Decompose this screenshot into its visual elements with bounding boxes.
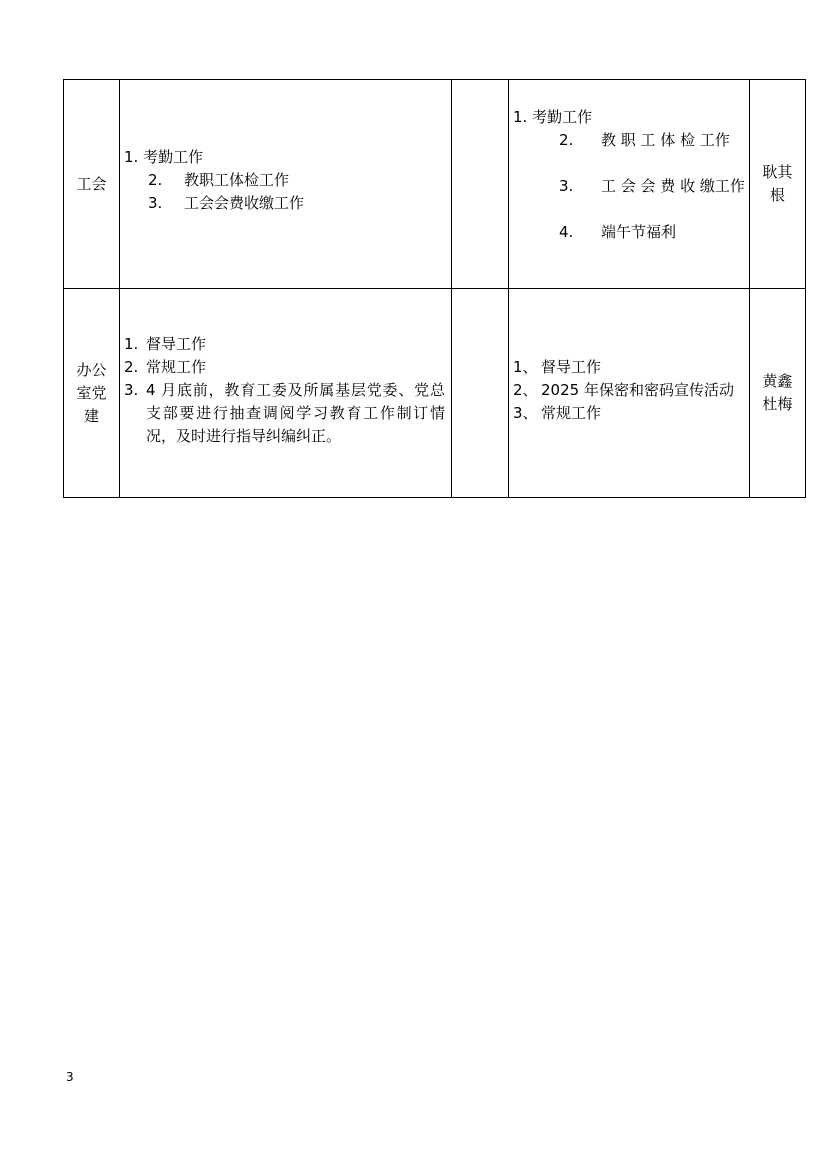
owner-name: 黄鑫杜梅 (762, 372, 793, 413)
list-item: 1. 督导工作 (124, 334, 207, 353)
page-number: 3 (66, 1070, 74, 1084)
dept-cell (64, 289, 120, 498)
list-item: 2. 教职工体检工作 (148, 170, 290, 189)
dept-cell (64, 80, 120, 289)
list-item: 1. 考勤工作 (124, 147, 204, 166)
list-item: 4. 端午节福利 (559, 223, 677, 241)
list-item: 2. (559, 131, 574, 149)
dept-name: 工会 (76, 174, 107, 193)
next-week-cell: 1. 考勤工作 2. 教 职 工 体 检 工作 3. 工 会 会 费 收 缴工作 4. 端午节福利 (509, 80, 750, 289)
list-item: 1、 督导工作 (513, 357, 602, 376)
list-item: 2. 常规工作 (124, 357, 207, 376)
this-week-cell (120, 80, 452, 289)
table-row (64, 289, 806, 498)
dept-name: 办公室党建 (76, 360, 107, 425)
owner-cell (749, 289, 805, 498)
owner-name: 耿其根 (762, 163, 793, 204)
work-plan-table (63, 79, 806, 498)
list-item: 3、 常规工作 (513, 403, 602, 422)
empty-cell (452, 80, 509, 289)
list-item: 3. (559, 177, 574, 195)
owner-cell (749, 80, 805, 289)
this-week-cell (120, 289, 452, 498)
list-item: 3. 工会会费收缴工作 (148, 193, 305, 212)
list-item: 2、 2025 年保密和密码宣传活动 (513, 380, 734, 399)
table-row (64, 80, 806, 289)
next-week-cell (509, 289, 750, 498)
list-item: 3. 4 月底前，教育工委及所属基层党委、党总支部要进行抽查调阅学习教育工作制订情况，及时进行指导纠编纠正。 (124, 380, 445, 445)
list-item: 1. 考勤工作 (513, 108, 593, 126)
empty-cell (452, 289, 509, 498)
